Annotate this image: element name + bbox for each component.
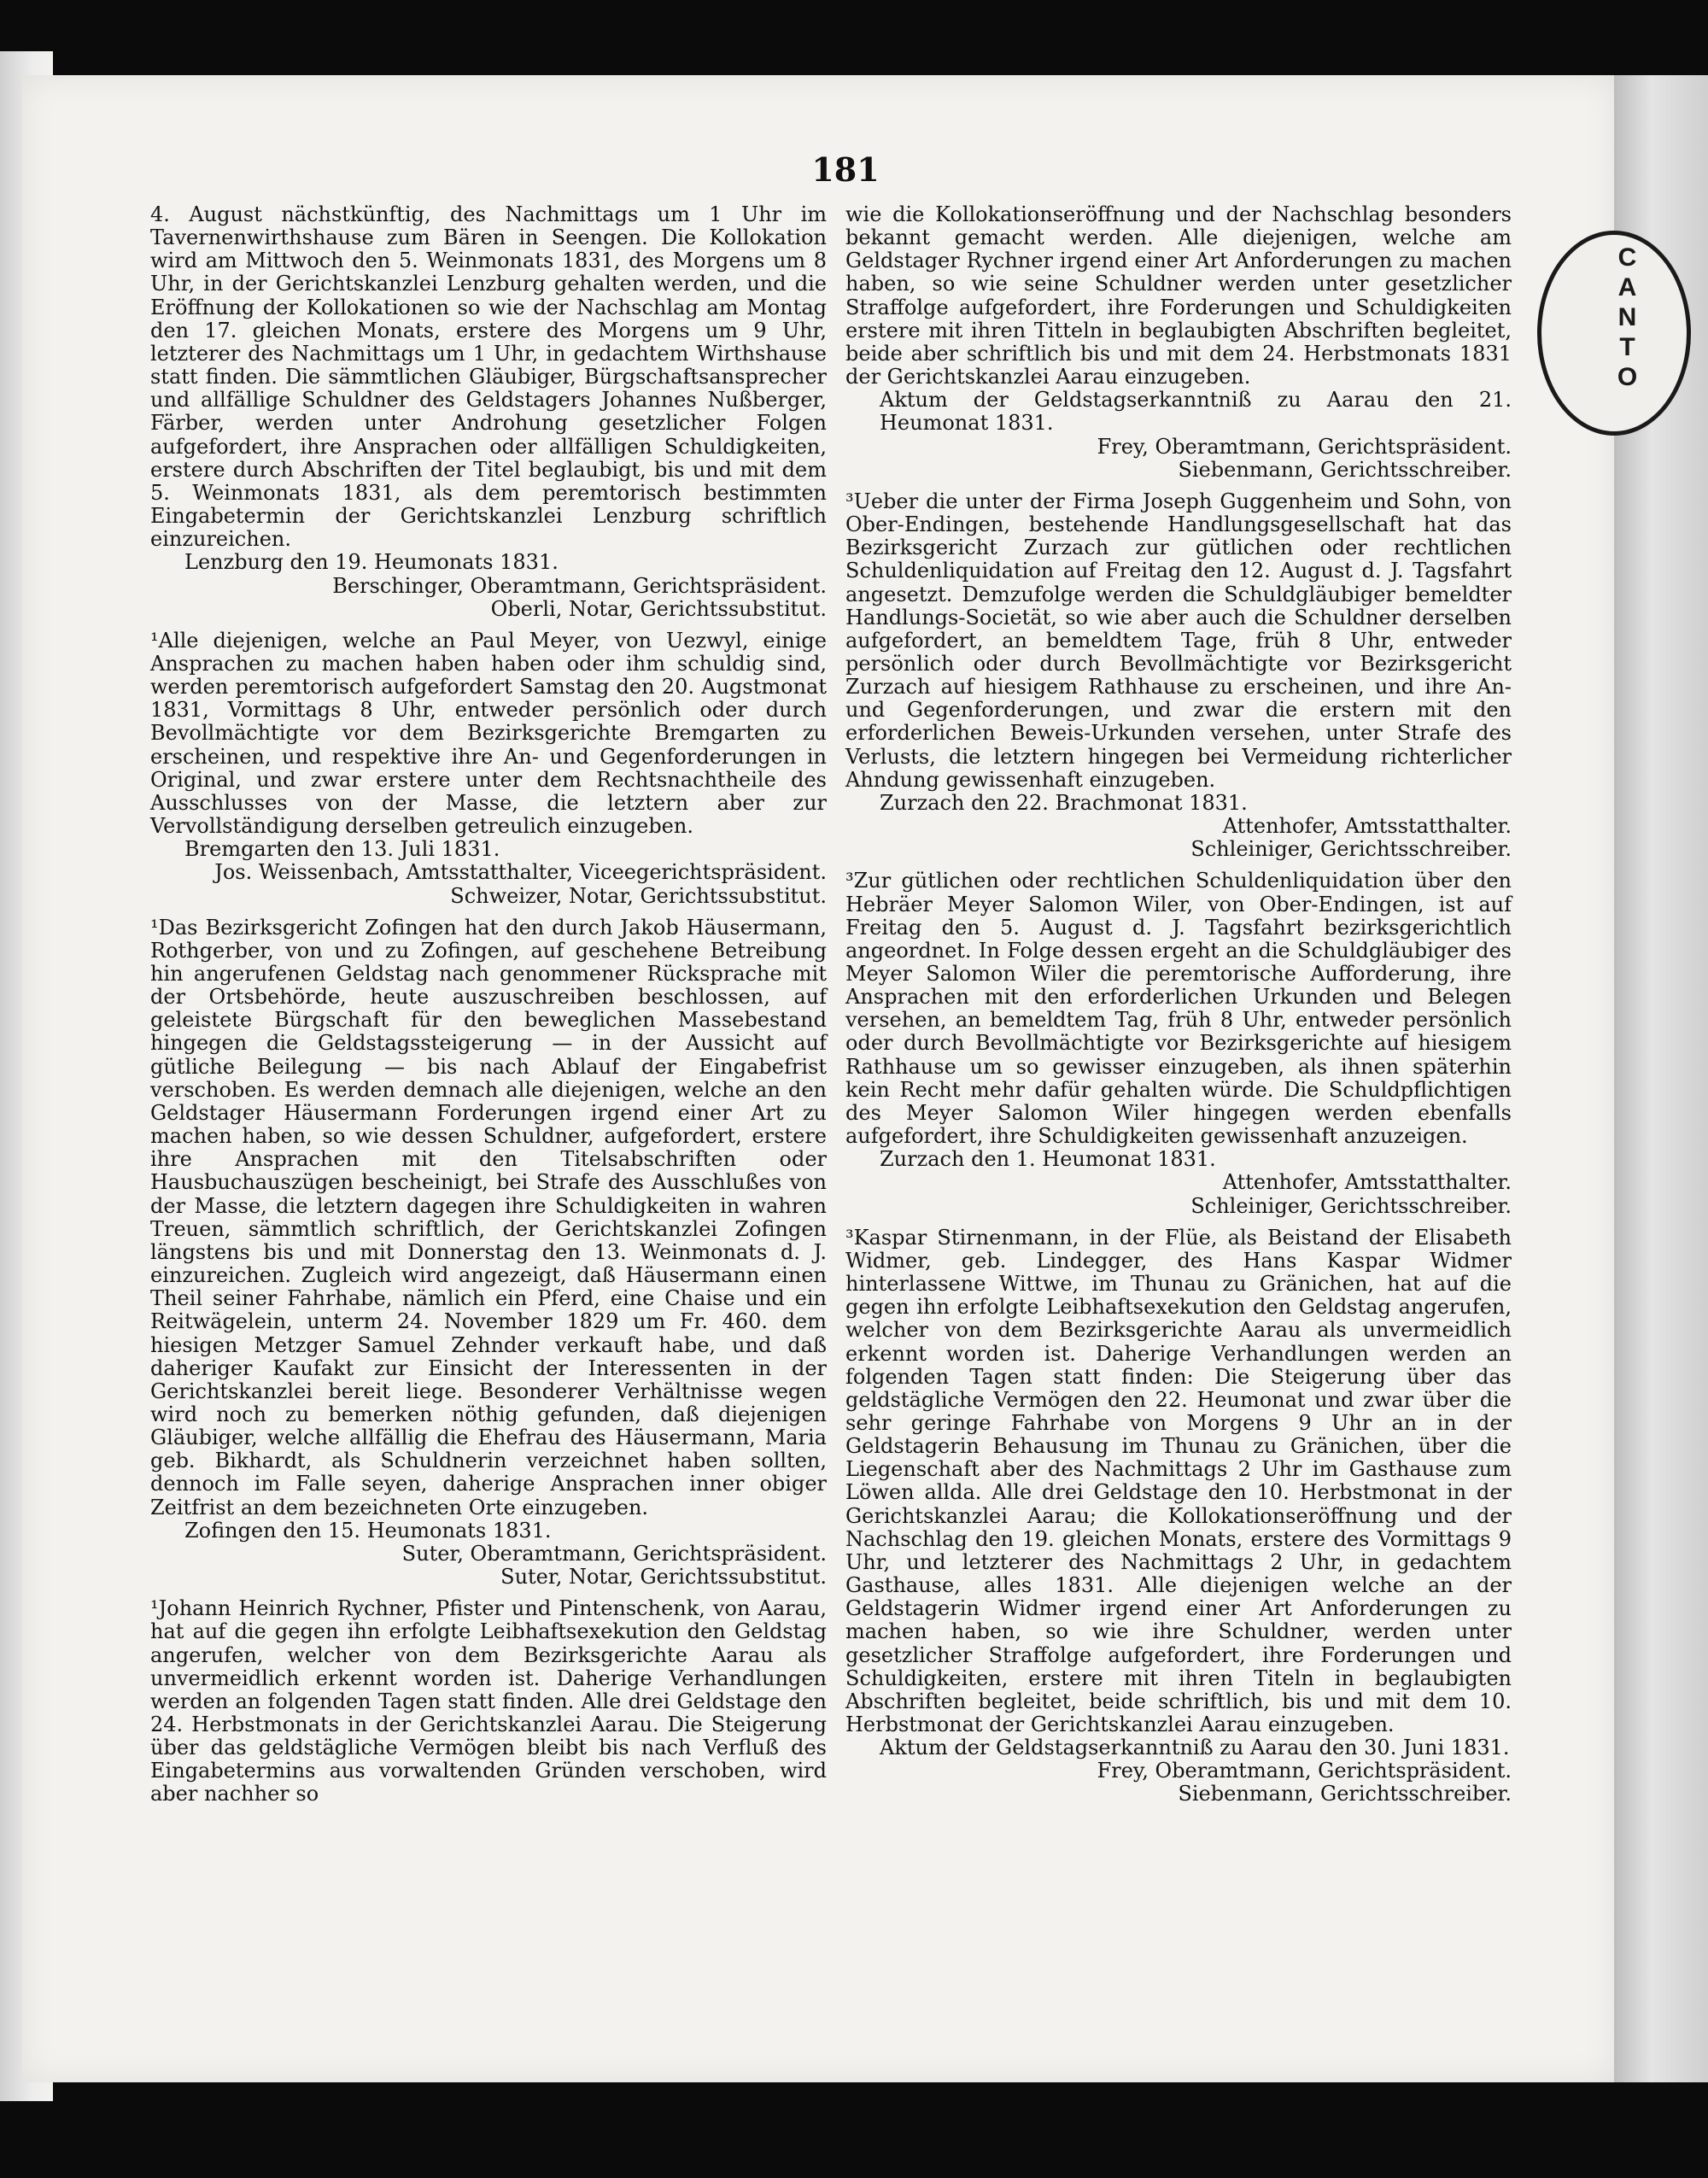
notice [150, 1597, 827, 1806]
notice-place-date: Lenzburg den 19. Heumonats 1831. [184, 550, 559, 575]
notice-body: ³Kaspar Stirnenmann, in der Flüe, als Beistand der Elisabeth Widmer, geb. Lindegger, des Hans Kaspar Widmer hinterlassene Wittwe, im Thunau zu Gränichen, hat auf die gegen ihn erfolgte Leibhaftsexekution den Geldstag angerufen, welcher von dem Bezirksgerichte Aarau als unvermeidlich erkennt worden ist. Daherige Verhandlungen werden an folgenden Tagen statt finden: Die Steigerung über das geldstägliche Vermögen den 22. Heumonat und zwar über die sehr geringe Fahrhabe von Morgens 9 Uhr an in der Geldstagerin Behausung im Thunau zu Gränichen, über die Liegenschaft aber des Nachmittags 2 Uhr im Gasthause zum Löwen allda. Alle drei Geldstage den 10. Herbstmonat in der Gerichtskanzlei Aarau; die Kollokationseröffnung und der Nachschlag den 19. gleichen Monats, erstere des Vormittags 9 Uhr, und letzterer des Nachmittags 2 Uhr, in gedachtem Gasthause, alles 1831. Alle diejenigen welche an der Geldstagerin Widmer irgend einer Art Anforderungen zu machen haben, so wie ihre Schuldner, werden unter gesetzlicher Straffolge aufgefordert, ihre Forderungen und Schuldigkeiten, erstere mit ihren Titeln in beglaubigten Abschriften begleitet, beide schriftlich, bis und mit dem 10. Herbstmonat der Gerichtskanzlei Aarau einzugeben. [845, 1225, 1512, 1736]
notice-signature: Frey, Oberamtmann, Gerichtspräsident. [1097, 1759, 1512, 1783]
notice-signature: Siebenmann, Gerichtsschreiber. [1178, 1782, 1512, 1806]
notice-place-date: Aktum der Geldstagserkanntniß zu Aarau den 30. Juni 1831. [880, 1736, 1510, 1760]
notice-body: ¹Johann Heinrich Rychner, Pfister und Pintenschenk, von Aarau, hat auf die gegen ihn erfolgte Leibhaftsexekution den Geldstag angerufen, welcher von dem Bezirksgerichte Aarau als unvermeidlich erkennt worden ist. Daherige Verhandlungen werden an folgenden Tagen statt finden. Alle drei Geldstage den 24. Herbstmonats in der Gerichtskanzlei Aarau. Die Steigerung über das geldstägliche Vermögen bleibt bis nach Verfluß des Eingabetermins aus vorwaltenden Gründen verschoben, wird aber nachher so [150, 1596, 827, 1806]
notice [845, 203, 1512, 482]
notice-body: wie die Kollokationseröffnung und der Nachschlag besonders bekannt gemacht werden. Alle diejenigen, welche am Geldstager Rychner irgend einer Art Anforderungen zu machen haben, so wie seine Schuldner werden unter gesetzlicher Straffolge aufgefordert, ihre Forderungen und Schuldigkeiten erstere mit ihren Titteln in beglaubigten Abschriften begleitet, beide aber schriftlich bis und mit dem 24. Herbstmonats 1831 der Gerichtskanzlei Aarau einzugeben. [845, 202, 1512, 389]
notice-signature: Schleiniger, Gerichtsschreiber. [1190, 837, 1512, 862]
stamp-text: CANTO [1613, 243, 1641, 393]
notice-signature: Siebenmann, Gerichtsschreiber. [1178, 457, 1512, 482]
notice-place-date: Bremgarten den 13. Juli 1831. [184, 837, 500, 862]
notice-signature: Attenhofer, Amtsstatthalter. [1222, 814, 1512, 839]
right-column [845, 203, 1512, 1806]
notice-place-date: Zurzach den 22. Brachmonat 1831. [880, 790, 1248, 815]
notice [845, 1227, 1512, 1806]
notice-signature: Attenhofer, Amtsstatthalter. [1222, 1170, 1512, 1195]
notice-body: 4. August nächstkünftig, des Nachmittags um 1 Uhr im Tavernenwirthshause zum Bären in Seengen. Die Kollokation wird am Mittwoch den 5. Weinmonats 1831, des Morgens um 8 Uhr, in der Gerichtskanzlei Lenzburg gehalten werden, und die Eröffnung der Kollokationen so wie der Nachschlag am Montag den 17. gleichen Monats, erstere des Morgens um 9 Uhr, letzterer des Nachmittags um 1 Uhr, in gedachtem Wirthshause statt finden. Die sämmtlichen Gläubiger, Bürgschaftsansprecher und allfällige Schuldner des Geldstagers Johannes Nußberger, Färber, werden unter Androhung gesetzlicher Folgen aufgefordert, ihre Ansprachen oder allfälligen Schuldigkeiten, erstere durch Abschriften der Titel beglaubigt, bis und mit dem 5. Weinmonats 1831, als dem peremtorisch bestimmten Eingabetermin der Gerichtskanzlei Lenzburg schriftlich einzureichen. [150, 202, 827, 552]
notice [150, 203, 827, 621]
notice-signature: Suter, Oberamtmann, Gerichtspräsident. [401, 1541, 827, 1566]
notice-place-date: Aktum der Geldstagserkanntniß zu Aarau den 21. Heumonat 1831. [880, 388, 1512, 436]
notice-body: ¹Das Bezirksgericht Zofingen hat den durch Jakob Häusermann, Rothgerber, von und zu Zofingen, auf geschehene Betreibung hin angerufenen Geldstag nach genommener Rücksprache mit der Ortsbehörde, heute auszuschreiben beschlossen, auf geleistete Bürgschaft für den beweglichen Massebestand hingegen die Geldstagssteigerung — in der Aussicht auf gütliche Beilegung — bis nach Ablauf der Eingabefrist verschoben. Es werden demnach alle diejenigen, welche an den Geldstager Häusermann Forderungen irgend einer Art zu machen haben, so wie dessen Schuldner, aufgefordert, erstere ihre Ansprachen mit den Titelsabschriften oder Hausbuchauszügen bescheinigt, bei Strafe des Ausschlußes von der Masse, die letztern dagegen ihre Schuldigkeiten in wahren Treuen, sämmtlich schriftlich, der Gerichtskanzlei Zofingen längstens bis und mit Donnerstag den 13. Weinmonats d. J. einzureichen. Zugleich wird angezeigt, daß Häusermann einen Theil seiner Fahrhabe, nämlich ein Pferd, eine Chaise und ein Reitwägelein, unterm 24. November 1829 um Fr. 460. dem hiesigen Metzger Samuel Zehnder verkauft habe, und daß daheriger Kaufakt zur Einsicht der Interessenten in der Gerichtskanzlei bereit liege. Besonderer Verhältnisse wegen wird noch zu bemerken nöthig gefunden, daß diejenigen Gläubiger, welche allfällig die Ehefrau des Häusermann, Maria geb. Bikhardt, als Schuldnerin verzeichnet haben sollten, dennoch im Falle seyen, daherige Ansprachen inner obiger Zeitfrist an dem bezeichneten Orte einzugeben. [150, 915, 827, 1519]
notice-body: ³Ueber die unter der Firma Joseph Guggenheim und Sohn, von Ober-Endingen, bestehende Handlungsgesellschaft hat das Bezirksgericht Zurzach zur gütlichen oder rechtlichen Schuldenliquidation auf Freitag den 12. August d. J. Tagsfahrt angesetzt. Demzufolge werden die Schuldgläubiger bemeldter Handlungs-Societät, so wie aber auch die Schuldner derselben aufgefordert, an bemeldtem Tage, früh 8 Uhr, entweder persönlich oder durch Bevollmächtigte vor Bezirksgericht Zurzach auf hiesigem Rathhause zu erscheinen, und ihre An- und Gegenforderungen, und zwar die erstern mit den erforderlichen Beweis-Urkunden versehen, unter Strafe des Verlusts, die letztern hingegen bei Vermeidung richterlicher Ahndung gewissenhaft einzugeben. [845, 489, 1512, 792]
notice [845, 490, 1512, 862]
notice-signature: Frey, Oberamtmann, Gerichtspräsident. [1097, 434, 1512, 459]
notice-signature: Berschinger, Oberamtmann, Gerichtspräsident. [332, 573, 827, 598]
notice [150, 629, 827, 908]
notice [150, 916, 827, 1590]
notice-body: ³Zur gütlichen oder rechtlichen Schuldenliquidation über den Hebräer Meyer Salomon Wiler, von Ober-Endingen, ist auf Freitag den 5. August d. J. Tagsfahrt bezirksgerichtlich angeordnet. In Folge dessen ergeht an die Schuldgläubiger des Meyer Salomon Wiler die peremtorische Aufforderung, ihre Ansprachen mit den erforderlichen Urkunden und Belegen versehen, an bemeldtem Tag, früh 8 Uhr, entweder persönlich oder durch Bevollmächtigte vor Bezirksgerichte auf hiesigem Rathhause um so gewisser einzugeben, als ihnen späterhin kein Recht mehr dafür gehalten würde. Die Schuldpflichtigen des Meyer Salomon Wiler hingegen werden ebenfalls aufgefordert, ihre Schuldigkeiten gewissenhaft anzuzeigen. [845, 869, 1512, 1149]
notice [845, 869, 1512, 1217]
notice-place-date: Zurzach den 1. Heumonat 1831. [880, 1147, 1216, 1172]
notice-signature: Suter, Notar, Gerichtssubstitut. [500, 1565, 827, 1590]
notice-signature: Jos. Weissenbach, Amtsstatthalter, Viceegerichtspräsident. [214, 860, 827, 885]
notice-body: ¹Alle diejenigen, welche an Paul Meyer, von Uezwyl, einige Ansprachen zu machen haben haben oder ihm schuldig sind, werden peremtorisch aufgefordert Samstag den 20. Augstmonat 1831, Vormittags 8 Uhr, entweder persönlich oder durch Bevollmächtigte vor dem Bezirksgerichte Bremgarten zu erscheinen, und respektive ihre An- und Gegenforderungen in Original, und zwar erstere unter dem Rechtsnachtheile des Ausschlusses von der Masse, die letztern aber zur Vervollständigung derselben getreulich einzugeben. [150, 628, 827, 839]
notice-place-date: Zofingen den 15. Heumonats 1831. [184, 1518, 552, 1543]
left-column [150, 203, 827, 1806]
page-number: 181 [811, 150, 880, 189]
notice-signature: Oberli, Notar, Gerichtssubstitut. [490, 596, 827, 621]
notice-signature: Schweizer, Notar, Gerichtssubstitut. [450, 883, 827, 908]
notice-signature: Schleiniger, Gerichtsschreiber. [1190, 1193, 1512, 1218]
